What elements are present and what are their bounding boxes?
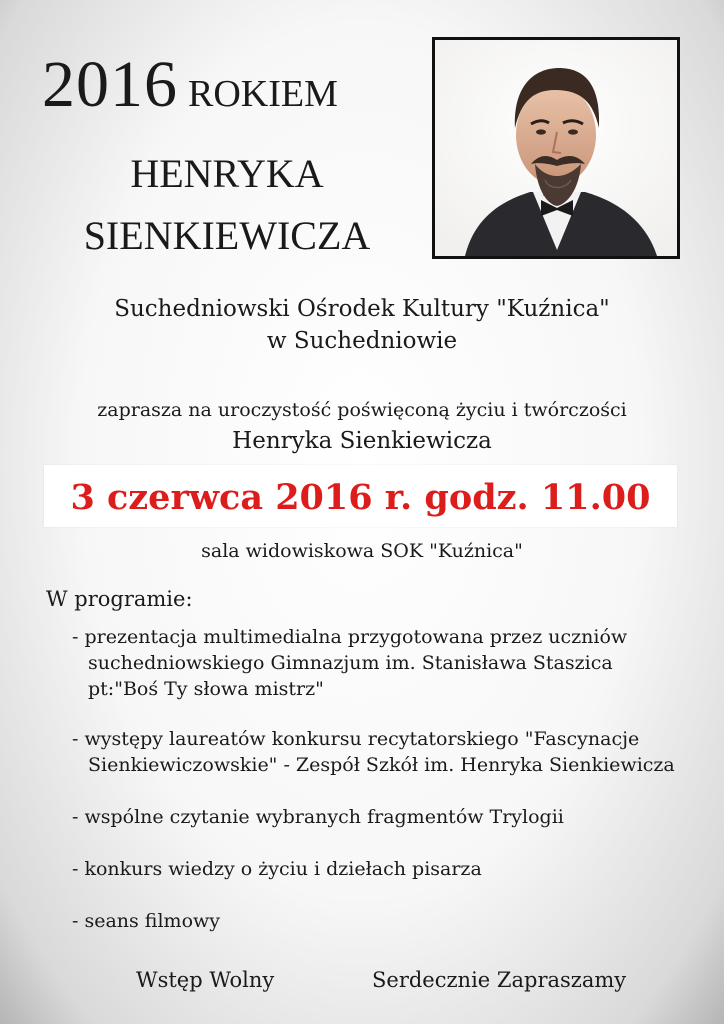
footer-invitation: Serdecznie Zapraszamy bbox=[372, 968, 627, 992]
organizer-line1: Suchedniowski Ośrodek Kultury "Kuźnica" bbox=[114, 296, 610, 322]
program-item-line: - występy laureatów konkursu recytatorskiego "Fascynacje bbox=[72, 728, 640, 750]
title-year-line bbox=[42, 48, 338, 121]
program-item bbox=[72, 908, 220, 934]
event-venue: sala widowiskowa SOK "Kuźnica" bbox=[201, 540, 523, 562]
title-rokiem: ROKIEM bbox=[188, 73, 338, 115]
program-item-line: pt:"Boś Ty słowa mistrz" bbox=[88, 678, 324, 700]
program-heading: W programie: bbox=[46, 587, 193, 611]
program-item-line: - wspólne czytanie wybranych fragmentów Trylogii bbox=[72, 806, 564, 828]
program-item bbox=[72, 856, 482, 882]
event-date: 3 czerwca 2016 r. godz. 11.00 bbox=[70, 477, 651, 518]
program-item-line: Sienkiewiczowskie" - Zespół Szkół im. Henryka Sienkiewicza bbox=[88, 754, 675, 776]
program-item bbox=[72, 726, 675, 778]
portrait-image bbox=[432, 37, 680, 259]
program-item-line: - seans filmowy bbox=[72, 910, 221, 932]
program-item-line: - prezentacja multimedialna przygotowana przez uczniów bbox=[72, 626, 628, 648]
footer-free-entry: Wstęp Wolny bbox=[136, 968, 275, 992]
program-item bbox=[72, 624, 627, 702]
invitation-text: zaprasza na uroczystość poświęconą życiu i twórczości bbox=[97, 399, 627, 421]
title-year: 2016 bbox=[42, 48, 178, 121]
invitation-name: Henryka Sienkiewicza bbox=[232, 428, 492, 454]
organizer bbox=[0, 293, 724, 357]
title-name-last: SIENKIEWICZA bbox=[83, 213, 371, 258]
program-item-line: - konkurs wiedzy o życiu i dziełach pisarza bbox=[72, 858, 482, 880]
program-item-line: suchedniowskiego Gimnazjum im. Stanisława Staszica bbox=[88, 652, 613, 674]
program-item bbox=[72, 804, 564, 830]
title-name-first: HENRYKA bbox=[130, 151, 324, 196]
organizer-line2: w Suchedniowie bbox=[266, 328, 458, 354]
